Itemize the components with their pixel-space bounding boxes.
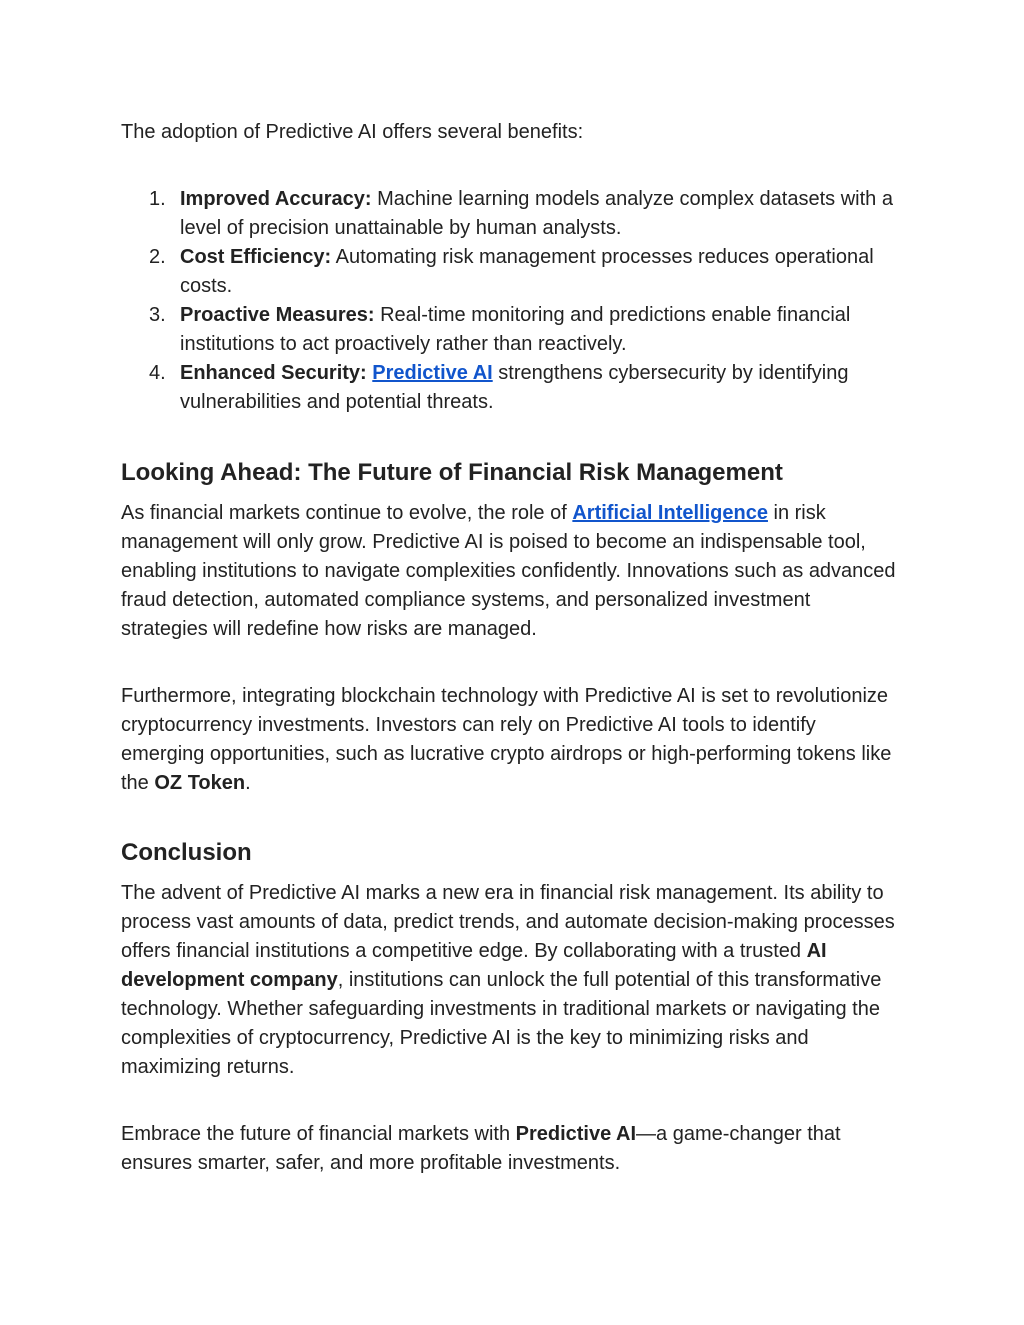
list-item — [121, 301, 901, 359]
benefit-title: Cost Efficiency: — [180, 246, 332, 268]
predictive-ai-bold: Predictive AI — [515, 1123, 637, 1145]
intro-paragraph: The adoption of Predictive AI offers several benefits: — [121, 121, 584, 143]
conclusion-paragraph-1 — [121, 879, 901, 1082]
looking-ahead-paragraph-1 — [121, 499, 901, 644]
artificial-intelligence-link[interactable]: Artificial Intelligence — [572, 502, 768, 524]
list-item — [121, 359, 901, 417]
list-number: 2. — [149, 246, 166, 268]
ai-development-company-bold: AI development company — [121, 940, 827, 991]
document-content — [121, 118, 901, 1178]
predictive-ai-link[interactable]: Predictive AI — [372, 362, 493, 384]
paragraph-text: —a game-changer that ensures smarter, safer, and more profitable investments. — [121, 1123, 841, 1174]
benefit-title: Improved Accuracy: — [180, 188, 372, 210]
paragraph-text: . — [245, 772, 251, 794]
benefits-list — [121, 185, 901, 417]
benefit-text: Automating risk management processes reduces operational costs. — [180, 246, 874, 297]
paragraph-text: The advent of Predictive AI marks a new era in financial risk management. Its ability to process vast amounts of data, predict trends, and automate decision-making processes offers financial institutions a competitive edge. By collaborating with a trusted — [121, 882, 895, 962]
benefit-text: Machine learning models analyze complex datasets with a level of precision unattainable by human analysts. — [180, 188, 893, 239]
list-item — [121, 243, 901, 301]
paragraph-text: As financial markets continue to evolve, the role of — [121, 502, 573, 524]
conclusion-paragraph-2 — [121, 1120, 901, 1178]
paragraph-text: Embrace the future of financial markets with — [121, 1123, 516, 1145]
benefit-title: Enhanced Security: — [180, 362, 367, 384]
benefit-text: Real-time monitoring and predictions enable financial institutions to act proactively rather than reactively. — [180, 304, 851, 355]
looking-ahead-paragraph-2 — [121, 682, 901, 798]
paragraph-text: , institutions can unlock the full potential of this transformative technology. Whether safeguarding investments in traditional markets or navigating the complexities of cryptocurrency, Predictive AI is the key to minimizing risks and maximizing returns. — [121, 969, 882, 1078]
list-number: 3. — [149, 304, 166, 326]
paragraph-text: in risk management will only grow. Predictive AI is poised to become an indispensable tool, enabling institutions to navigate complexities confidently. Innovations such as advanced fraud detection, automated compliance systems, and personalized investment strategies will redefine how risks are managed. — [121, 502, 896, 640]
oz-token-bold: OZ Token — [154, 772, 246, 794]
list-number: 1. — [149, 188, 166, 210]
looking-ahead-heading: Looking Ahead: The Future of Financial Risk Management — [121, 459, 783, 486]
benefit-title: Proactive Measures: — [180, 304, 375, 326]
conclusion-heading: Conclusion — [121, 839, 252, 866]
benefit-text: strengthens cybersecurity by identifying vulnerabilities and potential threats. — [180, 362, 849, 413]
list-item — [121, 185, 901, 243]
list-number: 4. — [149, 362, 166, 384]
paragraph-text: Furthermore, integrating blockchain technology with Predictive AI is set to revolutionize cryptocurrency investments. Investors can rely on Predictive AI tools to identify emerging opportunities, such as lucrative crypto airdrops or high-performing tokens like the — [121, 685, 892, 794]
